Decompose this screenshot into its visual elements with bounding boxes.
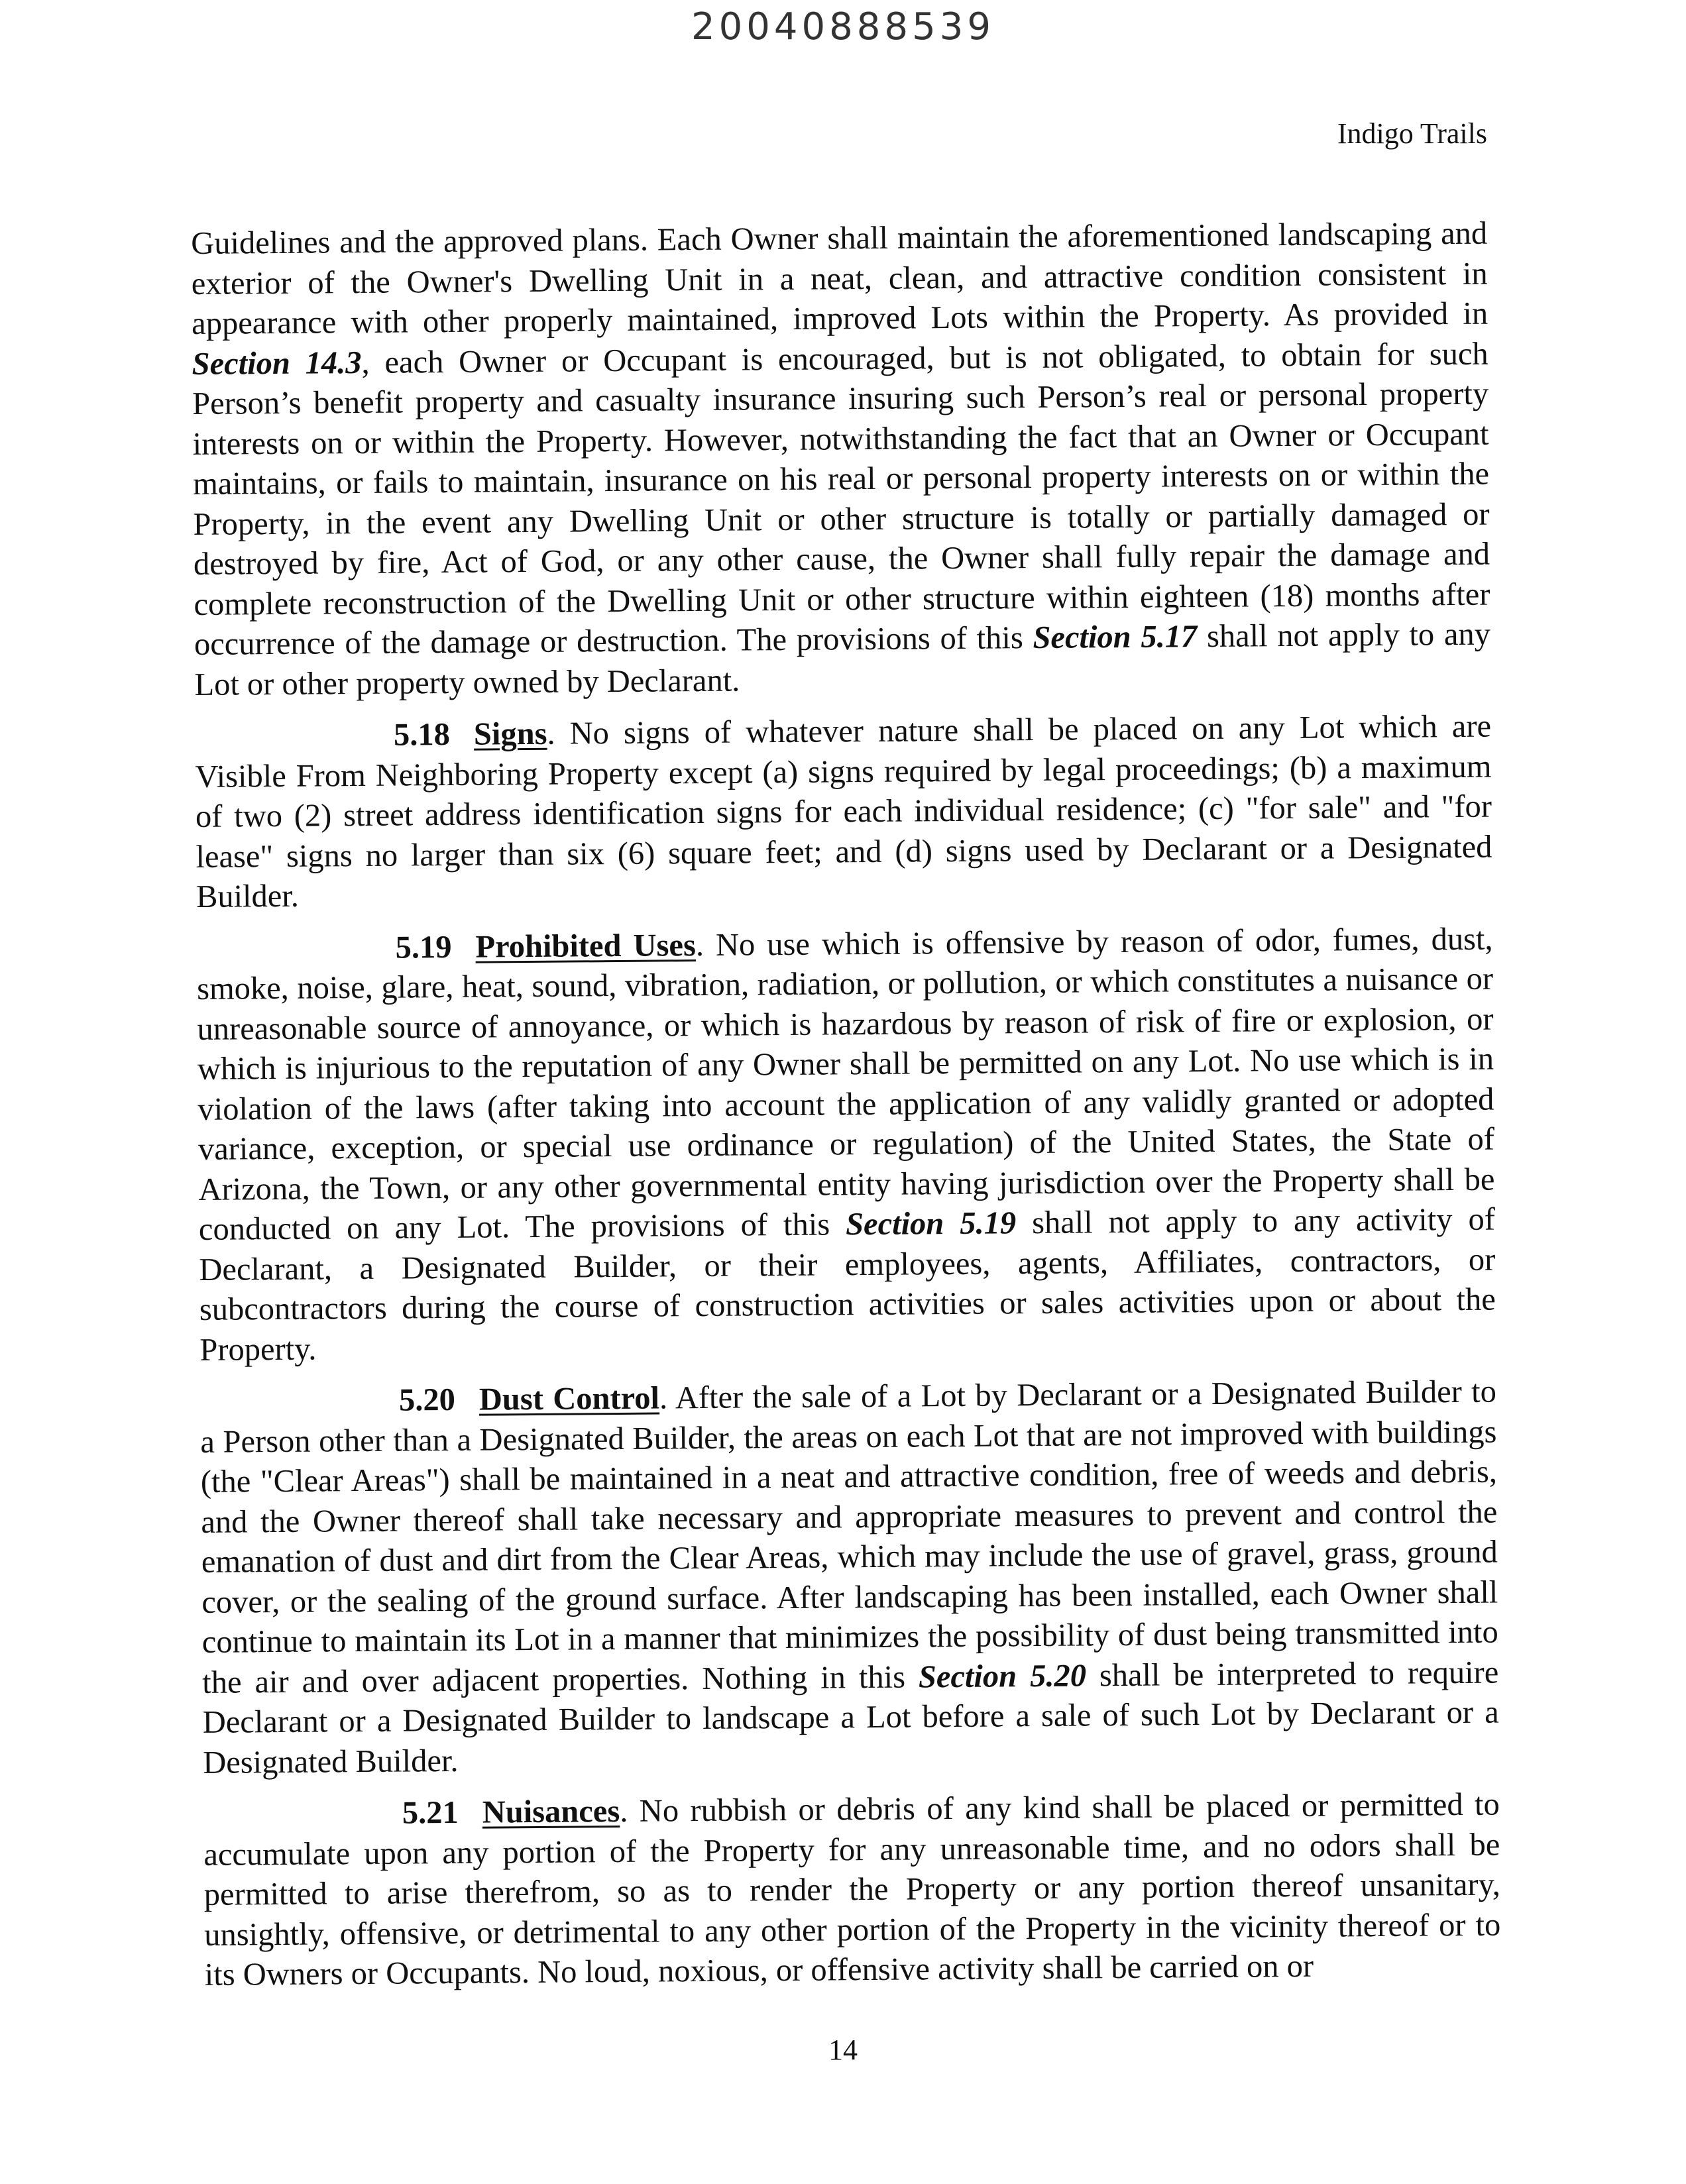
section-number: 5.18 xyxy=(393,716,451,753)
section-title: Dust Control xyxy=(478,1380,660,1417)
section-5-21 xyxy=(203,1785,1501,1996)
section-reference: Section 14.3 xyxy=(192,345,362,382)
section-text: shall be interpreted to require Declarant or a Designated Builder to landscape a Lot before a sale of such Lot by Declarant or a Designated Builder. xyxy=(202,1655,1499,1780)
section-reference: Section 5.17 xyxy=(1033,619,1198,656)
section-text: . No rubbish or debris of any kind shall be placed or permitted to accumulate upon any portion of the Property for any unreasonable time, and no odors shall be permitted to arise therefrom, so as to render the Property or any portion thereof unsanitary, unsightly, offensive, or detrimental to any other portion of the Property in the vicinity thereof or to its Owners or Occupants. No loud, noxious, or offensive activity shall be carried on or xyxy=(203,1786,1501,1993)
section-5-20 xyxy=(200,1372,1500,1783)
section-5-18 xyxy=(195,707,1492,918)
section-number: 5.20 xyxy=(398,1382,456,1418)
page-number: 14 xyxy=(828,2034,858,2066)
paragraph-text: Guidelines and the approved plans. Each Owner shall maintain the aforementioned landscaping and exterior of the Owner's Dwelling Unit in a neat, clean, and attractive condition consistent in appearance with other properly maintained, improved Lots within the Property. As provided in xyxy=(191,215,1489,341)
section-text: shall not apply to any activity of Declarant, a Designated Builder, or their employees, agents, Affiliates, contractors, or subcontractors during the course of construction activities or sales activities upon or about the Property. xyxy=(199,1201,1496,1368)
section-text: . No signs of whatever nature shall be placed on any Lot which are Visible From Neighboring Property except (a) signs required by legal proceedings; (b) a maximum of two (2) street address identification signs for each individual residence; (c) "for sale" and "for lease" signs no larger than six (6) square feet; and (d) signs used by Declarant or a Designated Builder. xyxy=(195,708,1492,914)
section-number: 5.21 xyxy=(402,1794,459,1831)
paragraph-text: shall not apply to any Lot or other property owned by Declarant. xyxy=(194,616,1491,702)
document-body xyxy=(191,214,1501,2008)
paragraph-text: , each Owner or Occupant is encouraged, but is not obligated, to obtain for such Person’s benefit property and casualty insurance insuring such Person’s real or personal property interests on or within the Property. However, notwithstanding the fact that an Owner or Occupant maintains, or fails to maintain, insurance on his real or personal property interests on or within the Property, in the event any Dwelling Unit or other structure is totally or partially damaged or destroyed by fire, Act of God, or any other cause, the Owner shall fully repair the damage and complete reconstruction of the Dwelling Unit or other structure within eighteen (18) months after occurrence of the damage or destruction. The provisions of this xyxy=(192,336,1490,662)
section-text: . After the sale of a Lot by Declarant or a Designated Builder to a Person other than a Designated Builder, the areas on each Lot that are not improved with buildings (the "Clear Areas") shall be maintained in a neat and attractive condition, free of weeds and debris, and the Owner thereof shall take necessary and appropriate measures to prevent and control the emanation of dust and dirt from the Clear Areas, which may include the use of gravel, grass, ground cover, or the sealing of the ground surface. After landscaping has been installed, each Owner shall continue to maintain its Lot in a manner that minimizes the possibility of dust being transmitted into the air and over adjacent properties. Nothing in this xyxy=(200,1374,1498,1700)
continuation-paragraph xyxy=(191,214,1491,705)
section-reference: Section 5.19 xyxy=(845,1205,1017,1242)
section-5-19 xyxy=(196,919,1496,1370)
section-title: Nuisances xyxy=(482,1793,620,1830)
running-header: Indigo Trails xyxy=(1337,117,1487,150)
section-number: 5.19 xyxy=(395,929,452,965)
recording-number: 20040888539 xyxy=(691,5,995,48)
section-title: Signs xyxy=(473,716,547,752)
section-title: Prohibited Uses xyxy=(475,927,697,965)
section-reference: Section 5.20 xyxy=(918,1657,1087,1694)
section-text: . No use which is offensive by reason of odor, fumes, dust, smoke, noise, glare, heat, sound, vibration, radiation, or pollution, or which constitutes a nuisance or unreasonable source of annoyance, or which is hazardous by reason of risk of fire or explosion, or which is injurious to the reputation of any Owner shall be permitted on any Lot. No use which is in violation of the laws (after taking into account the application of any validly granted or adopted variance, exception, or special use ordinance or regulation) of the United States, the State of Arizona, the Town, or any other governmental entity having jurisdiction over the Property shall be conducted on any Lot. The provisions of this xyxy=(196,921,1495,1247)
